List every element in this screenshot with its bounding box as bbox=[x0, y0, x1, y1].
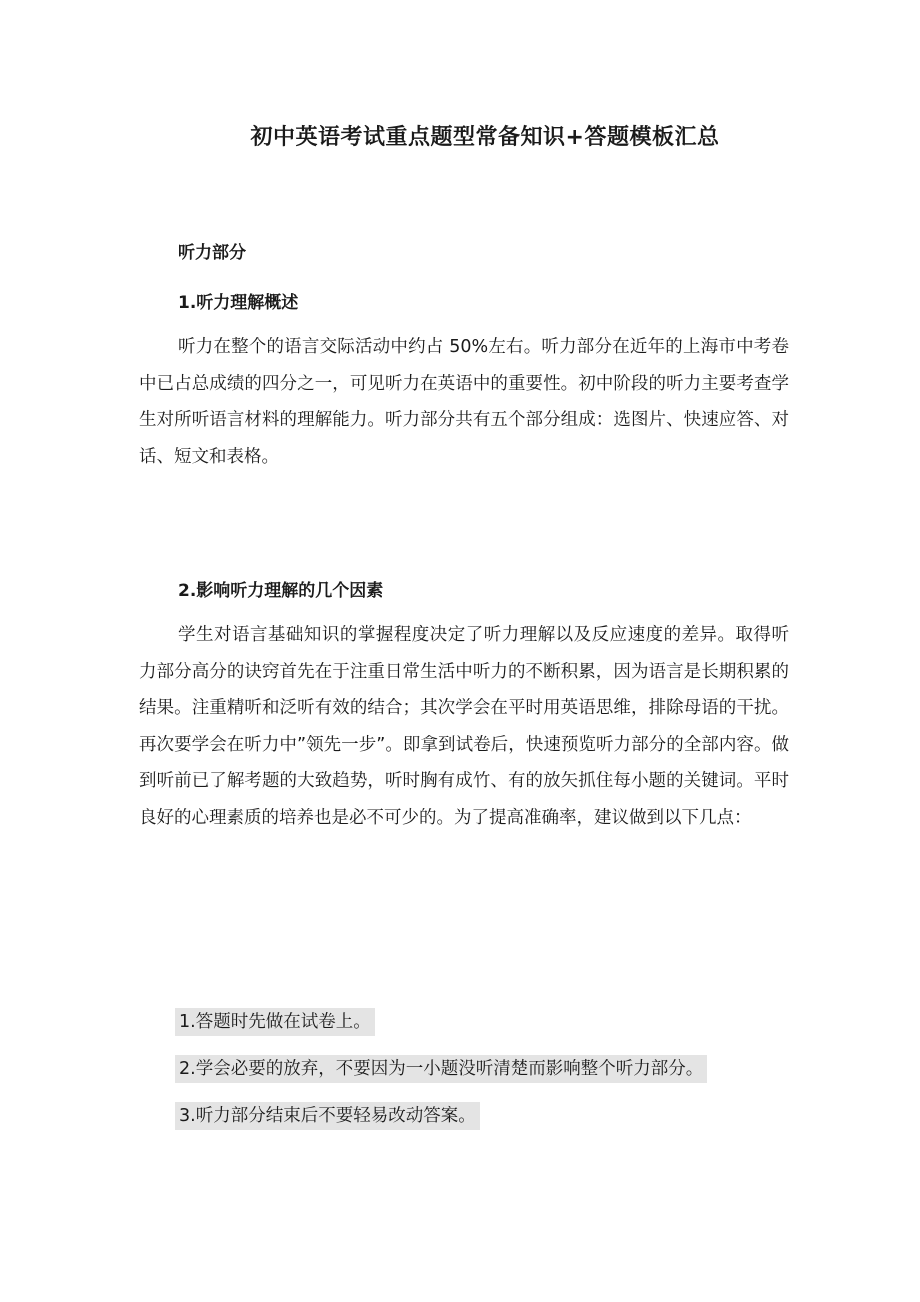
tip-item-3: 3.听力部分结束后不要轻易改动答案。 bbox=[175, 1102, 480, 1130]
paragraph-overview: 听力在整个的语言交际活动中约占 50%左右。听力部分在近年的上海市中考卷中已占总成绩的四分之一，可见听力在英语中的重要性。初中阶段的听力主要考查学生对所听语言材料的理解能力。听力部分共有五个部分组成：选图片、快速应答、对话、短文和表格。 bbox=[139, 337, 789, 467]
tip-item-1: 1.答题时先做在试卷上。 bbox=[175, 1008, 375, 1036]
section-heading-listening: 听力部分 bbox=[178, 243, 246, 263]
subsection-heading-overview: 1.听力理解概述 bbox=[178, 293, 299, 313]
document-title: 初中英语考试重点题型常备知识+答题模板汇总 bbox=[250, 125, 720, 150]
subsection-heading-factors: 2.影响听力理解的几个因素 bbox=[178, 581, 384, 601]
paragraph-factors: 学生对语言基础知识的掌握程度决定了听力理解以及反应速度的差异。取得听力部分高分的诀窍首先在于注重日常生活中听力的不断积累，因为语言是长期积累的结果。注重精听和泛听有效的结合；其次学会在平时用英语思维，排除母语的干扰。再次要学会在听力中”领先一步”。即拿到试卷后，快速预览听力部分的全部内容。做到听前已了解考题的大致趋势，听时胸有成竹、有的放矢抓住每小题的关键词。平时良好的心理素质的培养也是必不可少的。为了提高准确率，建议做到以下几点： bbox=[139, 625, 789, 828]
tip-item-2: 2.学会必要的放弃，不要因为一小题没听清楚而影响整个听力部分。 bbox=[175, 1055, 707, 1083]
